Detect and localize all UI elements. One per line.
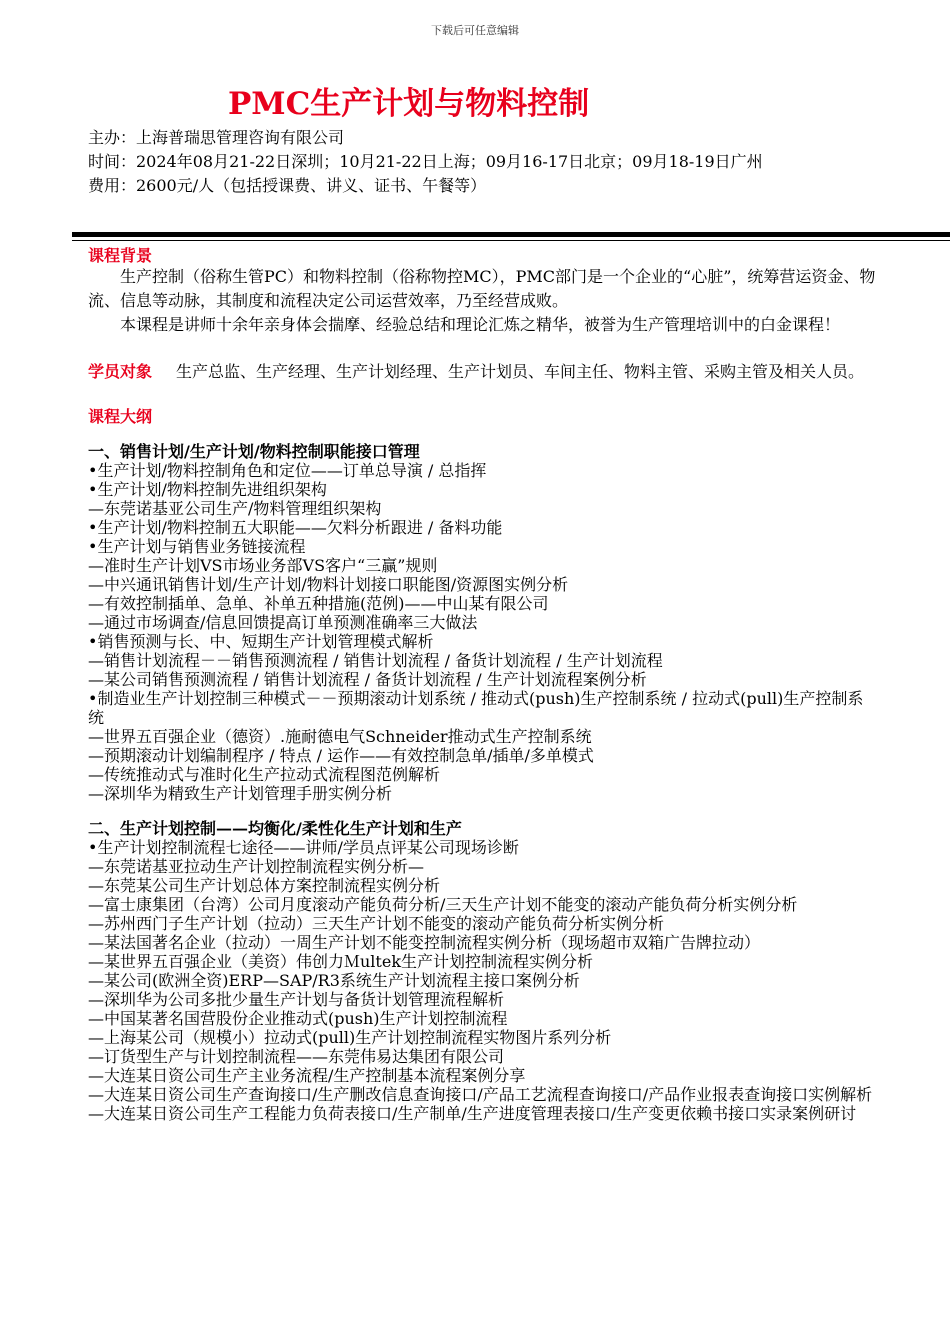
audience-text: 生产总监、生产经理、生产计划经理、生产计划员、车间主任、物料主管、采购主管及相关人员。 [176,362,865,381]
list-item: —某公司(欧洲全资)ERP—SAP/R3系统生产计划流程主接口案例分析 [88,971,580,990]
list-item: •销售预测与长、中、短期生产计划管理模式解析 [88,632,434,651]
list-item: •生产计划/物料控制角色和定位——订单总导演 / 总指挥 [88,461,487,480]
spacer [88,385,878,407]
list-item: —大连某日资公司生产查询接口/生产删改信息查询接口/产品工艺流程查询接口/产品作业报表查询接口实例解析 [88,1085,873,1104]
list-item: —传统推动式与准时化生产拉动式流程图范例解析 [88,765,441,784]
list-item: •生产计划/物料控制五大职能——欠料分析跟进 / 备料功能 [88,518,503,537]
list-item: —深圳华为公司多批少量生产计划与备货计划管理流程解析 [88,990,505,1009]
spacer [88,337,878,359]
background-paragraph-1: 生产控制（俗称生管PC）和物料控制（俗称物控MC），PMC部门是一个企业的“心脏”，统筹营运资金、物流、信息等动脉，其制度和流程决定公司运营效率，乃至经营成败。 [88,267,876,310]
list-item: —苏州西门子生产计划（拉动）三天生产计划不能变的滚动产能负荷分析实例分析 [88,914,665,933]
list-item: —通过市场调查/信息回馈提高订单预测准确率三大做法 [88,613,478,632]
list-item: —上海某公司（规模小）拉动式(pull)生产计划控制流程实物图片系列分析 [88,1028,612,1047]
list-item: —准时生产计划VS市场业务部VS客户“三赢”规则 [88,556,438,575]
list-item: —大连某日资公司生产主业务流程/生产控制基本流程案例分享 [88,1066,526,1085]
list-item: —预期滚动计划编制程序 / 特点 / 运作——有效控制急单/插单/多单模式 [88,746,594,765]
list-item: •生产计划控制流程七途径——讲师/学员点评某公司现场诊断 [88,838,519,857]
audience-block [88,359,878,385]
divider-thick [72,232,950,237]
list-item: —大连某日资公司生产工程能力负荷表接口/生产制单/生产进度管理表接口/生产变更依赖书接口实录案例研讨 [88,1104,857,1123]
outline-title: 课程大纲 [88,407,153,426]
list-item: —东莞诺基亚公司生产/物料管理组织架构 [88,499,382,518]
list-item: —销售计划流程－－销售预测流程 / 销售计划流程 / 备货计划流程 / 生产计划流程 [88,651,663,670]
list-item: —中国某著名国营股份企业推动式(push)生产计划控制流程 [88,1009,508,1028]
list-item: —富士康集团（台湾）公司月度滚动产能负荷分析/三天生产计划不能变的滚动产能负荷分析实例分析 [88,895,798,914]
header-watermark: 下载后可任意编辑 [431,24,519,37]
spacer [88,426,878,442]
list-item: •生产计划/物料控制先进组织架构 [88,480,327,499]
course-info [88,126,868,198]
outline-section-2-list [88,838,878,1123]
list-item: —某世界五百强企业（美资）伟创力Ｍultek生产计划控制流程实例分析 [88,952,594,971]
list-item: —东莞某公司生产计划总体方案控制流程实例分析 [88,876,441,895]
divider-thin [72,240,950,241]
organizer-text: 主办：上海普瑞思管理咨询有限公司 [88,128,345,147]
list-item: —某公司销售预测流程 / 销售计划流程 / 备货计划流程 / 生产计划流程案例分析 [88,670,647,689]
list-item: —订货型生产与计划控制流程——东莞伟易达集团有限公司 [88,1047,505,1066]
spacer [88,803,878,819]
list-item: —有效控制插单、急单、补单五种措施(范例)——中山某有限公司 [88,594,549,613]
list-item: —深圳华为精致生产计划管理手册实例分析 [88,784,393,803]
outline-section-1-list [88,461,878,803]
background-title: 课程背景 [88,246,153,265]
outline-section-2-heading: 二、生产计划控制——均衡化/柔性化生产计划和生产 [88,819,462,838]
audience-title: 学员对象 [88,362,153,381]
page-title: PMC生产计划与物料控制 [228,86,590,122]
list-item: •生产计划与销售业务链接流程 [88,537,306,556]
list-item: —中兴通讯销售计划/生产计划/物料计划接口职能图/资源图实例分析 [88,575,569,594]
list-item: —世界五百强企业（德资）.施耐德电气Schneider推动式生产控制系统 [88,727,592,746]
list-item: •制造业生产计划控制三种模式－－预期滚动计划系统 / 推动式(push)生产控制系统 / 拉动式(pull)生产控制系统 [88,689,864,727]
time-text: 时间：2024年08月21-22日深圳；10月21-22日上海；09月16-17日北京；09月18-19日广州 [88,152,763,171]
list-item: —东莞诺基亚拉动生产计划控制流程实例分析— [88,857,425,876]
list-item: —某法国著名企业（拉动）一周生产计划不能变控制流程实例分析（现场超市双箱广告牌拉动） [88,933,761,952]
fee-text: 费用：2600元/人（包括授课费、讲义、证书、午餐等） [88,176,487,195]
background-paragraph-2: 本课程是讲师十余年亲身体会揣摩、经验总结和理论汇炼之精华，被誉为生产管理培训中的白金课程！ [120,315,841,334]
main-content [88,246,878,1123]
outline-section-1-heading: 一、销售计划/生产计划/物料控制职能接口管理 [88,442,420,461]
